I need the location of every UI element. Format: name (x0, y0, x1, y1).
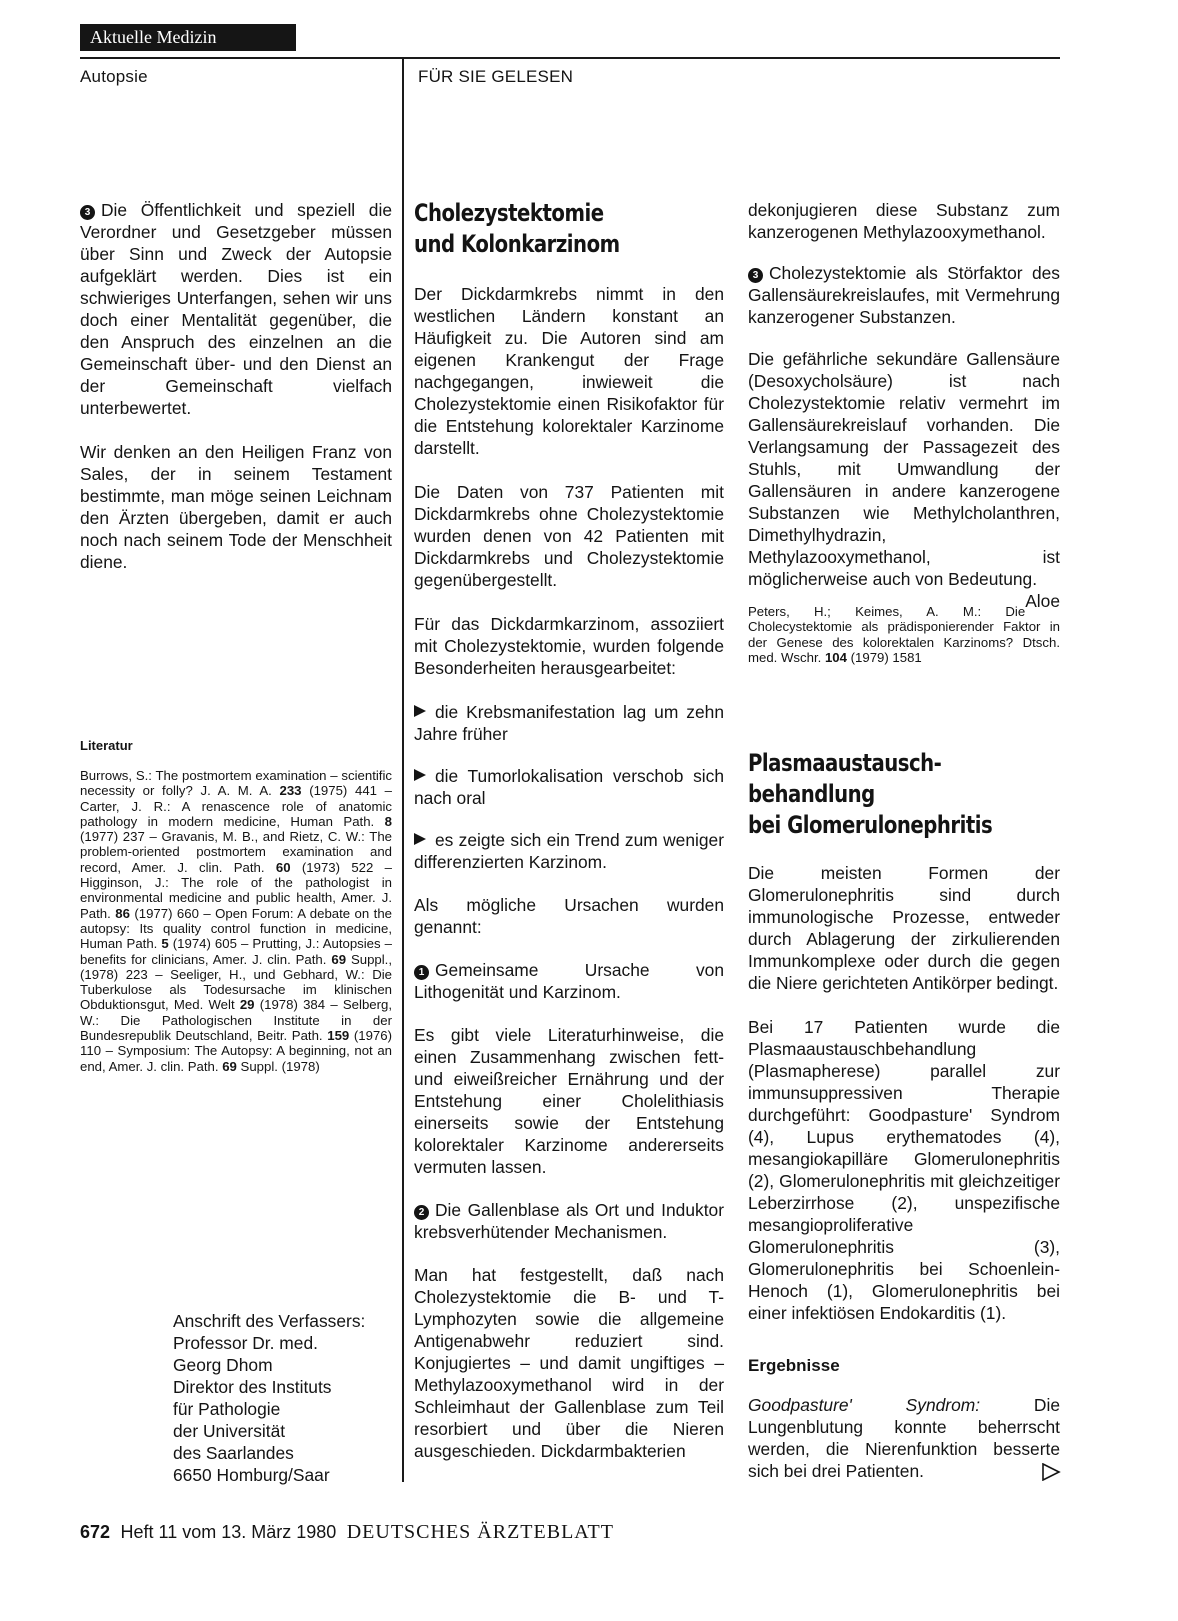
paragraph: Es gibt viele Literaturhinweise, die einen Zusammenhang zwischen fett- und eiweißreicher Ernährung und der Entstehung einer Cholelithiasis einerseits sowie der Entstehung kolorektaler Karzinome andererseits vermuten lassen. (414, 1025, 724, 1177)
volume-number: 69 (222, 1058, 237, 1074)
page-footer (80, 1521, 614, 1544)
bullet-item: es zeigte sich ein Trend zum weniger differenzierten Karzinom. (414, 830, 724, 872)
section-label-fuer-sie-gelesen: FÜR SIE GELESEN (418, 67, 574, 86)
reference-text: (1977) 660 – Open Forum: A debate on the autopsy: Its quality control function in medicine, Human Path. (80, 905, 392, 952)
reference-text: (1978) 384 – Selberg, W.: Die Pathologischen Institute in der Bundesrepublik Deutschland, Beitr. Path. (80, 997, 392, 1044)
column-divider (402, 57, 404, 1482)
number-3-icon: 3 (748, 268, 763, 283)
issue-info: Heft 11 vom 13. März 1980 (120, 1522, 337, 1542)
column-left (80, 199, 392, 573)
arrow-right-icon (414, 769, 426, 781)
page-number: 672 (80, 1522, 111, 1542)
volume-number: 5 (161, 936, 169, 952)
column-right (748, 199, 1060, 665)
address-line: Direktor des Instituts (173, 1377, 332, 1397)
volume-number: 86 (115, 905, 130, 921)
volume-number: 233 (279, 783, 302, 799)
paragraph: Goodpasture' Syndrom: Die Lungenblutung konnte beherrscht werden, die Nierenfunktion besserte sich bei drei Patienten. (748, 1395, 1060, 1481)
paragraph: Bei 17 Patienten wurde die Plasmaaustauschbehandlung (Plasmapherese) parallel zur immunsuppressiven Therapie durchgeführt: Goodpasture' Syndrom (4), Lupus erythematodes (4), mesangiokapilläre Glomerulonephritis (2), Glomerulonephritis mit gleichzeitiger Leberzirrhose (2), unspezifische mesangioproliferative Glomerulonephritis (3), Glomerulonephritis bei Schoenlein-Henoch (1), Glomerulonephritis bei einer infektiösen Endokarditis (1). (748, 1017, 1060, 1323)
paragraph: Die meisten Formen der Glomerulonephritis sind durch immunologische Prozesse, entweder durch Ablagerung der zirkulierenden Immunkomplexe oder durch die gegen die Niere gerichteten Antikörper bedingt. (748, 863, 1060, 993)
address-line: des Saarlandes (173, 1443, 294, 1463)
volume-number: 69 (331, 951, 347, 967)
address-line: 6650 Homburg/Saar (173, 1465, 330, 1485)
reference-text: Suppl., (1978) 223 – Seeliger, H., und Gebhard, W.: Die Tuberkulose als Todesursache im klinischen Obduktionsgut, Med. Welt (80, 951, 392, 1013)
reference-text: (1976) 110 – Symposium: The Autopsy: A beginning, not an end, Amer. J. clin. Path. (80, 1028, 392, 1074)
author-address (173, 1310, 398, 1486)
paragraph: Als mögliche Ursachen wurden genannt: (414, 895, 724, 937)
numbered-item: 1 Gemeinsame Ursache von Lithogenität und Karzinom. (414, 960, 724, 1002)
literature-list (80, 768, 392, 1074)
article-headline: und Kolonkarzinom (414, 230, 620, 258)
address-line: Georg Dhom (173, 1355, 273, 1375)
number-2-icon: 2 (414, 1205, 429, 1220)
article-headline: bei Glomerulonephritis (748, 811, 993, 839)
paragraph: Wir denken an den Heiligen Franz von Sales, der in seinem Testament bestimmte, man möge seinen Leichnam den Ärzten übergeben, damit er auch noch nach seinem Tode der Menschheit diene. (80, 442, 392, 572)
address-line: Professor Dr. med. (173, 1333, 318, 1353)
volume-number: 29 (239, 997, 255, 1013)
reference-text: Suppl. (1978) (236, 1058, 320, 1074)
address-line: der Universität (173, 1421, 286, 1441)
reference-text: (1974) 605 – Prutting, J.: Autopsies – benefits for clinicians, Amer. J. clin. Path. (80, 936, 392, 967)
author-signature: Aloe (1025, 591, 1060, 611)
volume-number: 8 (384, 813, 392, 829)
continue-arrow-icon (1041, 1463, 1061, 1486)
numbered-item: 3 Cholezystektomie als Störfaktor des Gallensäurekreislaufes, mit Vermehrung kanzerogener Substanzen. (748, 263, 1060, 327)
results-heading: Ergebnisse (748, 1356, 840, 1375)
header-rule (80, 57, 1060, 59)
reference-text: (1975) 441 – Carter, J. R.: A renascence role of anatomic pathology in modern medicine, Human Path. (80, 783, 392, 829)
paragraph: Man hat festgestellt, daß nach Cholezystektomie die B- und T-Lymphozyten sowie die allgemeine Antigenabwehr reduziert sind. Konjugiertes – und damit ungiftiges – Methylazooxymethanol wird in der Schleimhaut der Gallenblase zum Teil resorbiert und über die Nieren ausgeschieden. Dickdarmbakterien (414, 1265, 724, 1461)
section-label-autopsie: Autopsie (80, 67, 148, 86)
article-cholezystektomie (414, 198, 724, 1462)
volume-number: 159 (327, 1028, 350, 1044)
paragraph: Die Daten von 737 Patienten mit Dickdarmkrebs ohne Cholezystektomie wurden denen von 42 Patienten mit Dickdarmkrebs und Cholezystektomie gegenübergestellt. (414, 482, 724, 590)
paragraph: Der Dickdarmkrebs nimmt in den westlichen Ländern konstant an Häufigkeit zu. Die Autoren sind am eigenen Krankengut der Frage nachgegangen, inwieweit die Cholezystektomie einen Risikofaktor für die Entstehung kolorektaler Karzinome darstellt. (414, 284, 724, 458)
source-citation: Peters, H.; Keimes, A. M.: Die Cholecystektomie als prädisponierender Faktor in der Genese des kolorektalen Karzinoms? Dtsch. med. Wschr. 104 (1979) 1581 (748, 604, 1060, 665)
bullet-item: die Krebsmanifestation lag um zehn Jahre früher (414, 702, 724, 744)
paragraph: dekonjugieren diese Substanz zum kanzerogenen Methylazooxymethanol. (748, 200, 1060, 242)
number-1-icon: 1 (414, 965, 429, 980)
number-3-icon: 3 (80, 205, 95, 220)
bullet-item: die Tumorlokalisation verschob sich nach oral (414, 766, 724, 808)
paragraph: Für das Dickdarmkarzinom, assoziiert mit Cholezystektomie, wurden folgende Besonderheiten herausgearbeitet: (414, 614, 724, 678)
article-plasmaaustausch (748, 748, 1060, 1482)
numbered-item: 2 Die Gallenblase als Ort und Induktor krebsverhütender Mechanismen. (414, 1200, 724, 1242)
reference-text: (1973) 522 – Higginson, J.: The role of the pathologist in environmental medicine and public health, Amer. J. Path. (80, 859, 392, 921)
address-line: für Pathologie (173, 1399, 281, 1419)
literature-heading: Literatur (80, 738, 133, 753)
reference-text: Burrows, S.: The postmortem examination – scientific necessity or folly? J. A. M. A. (80, 768, 392, 799)
paragraph: 3 Die Öffentlichkeit und speziell die Verordner und Gesetzgeber müssen über Sinn und Zweck der Autopsie aufgeklärt werden. Dies ist ein schwieriges Unterfangen, sehen wir uns doch einer Mentalität gegenüber, die den Anspruch des einzelnen an die Gemeinschaft über- und den Dienst an der Gemeinschaft vielfach unterbewertet. (80, 200, 392, 418)
journal-name: DEUTSCHES ÄRZTEBLATT (346, 1521, 614, 1543)
article-headline: behandlung (748, 780, 875, 808)
article-headline: Cholezystektomie (414, 199, 604, 227)
rubric-label: Aktuelle Medizin (80, 24, 296, 51)
article-headline: Plasmaaustausch- (748, 749, 942, 777)
address-line: Anschrift des Verfassers: (173, 1311, 366, 1331)
reference-text: (1977) 237 – Gravanis, M. B., and Rietz, C. W.: The problem-oriented postmortem examination and record, Amer. J. clin. Path. (80, 829, 392, 875)
arrow-right-icon (414, 833, 426, 845)
volume-number: 60 (275, 859, 291, 875)
arrow-right-icon (414, 705, 426, 717)
paragraph: Die gefährliche sekundäre Gallensäure (Desoxycholsäure) ist nach Cholezystektomie relativ vermehrt im Gallensäurekreislauf vorhanden. Die Verlangsamung der Passagezeit des Stuhls, mit Umwandlung der Gallensäuren in andere kanzerogene Substanzen wie Methylcholanthren, Dimethylhydrazin, Methylazooxymethanol, ist möglicherweise auch von Bedeutung. Aloe (748, 349, 1060, 611)
